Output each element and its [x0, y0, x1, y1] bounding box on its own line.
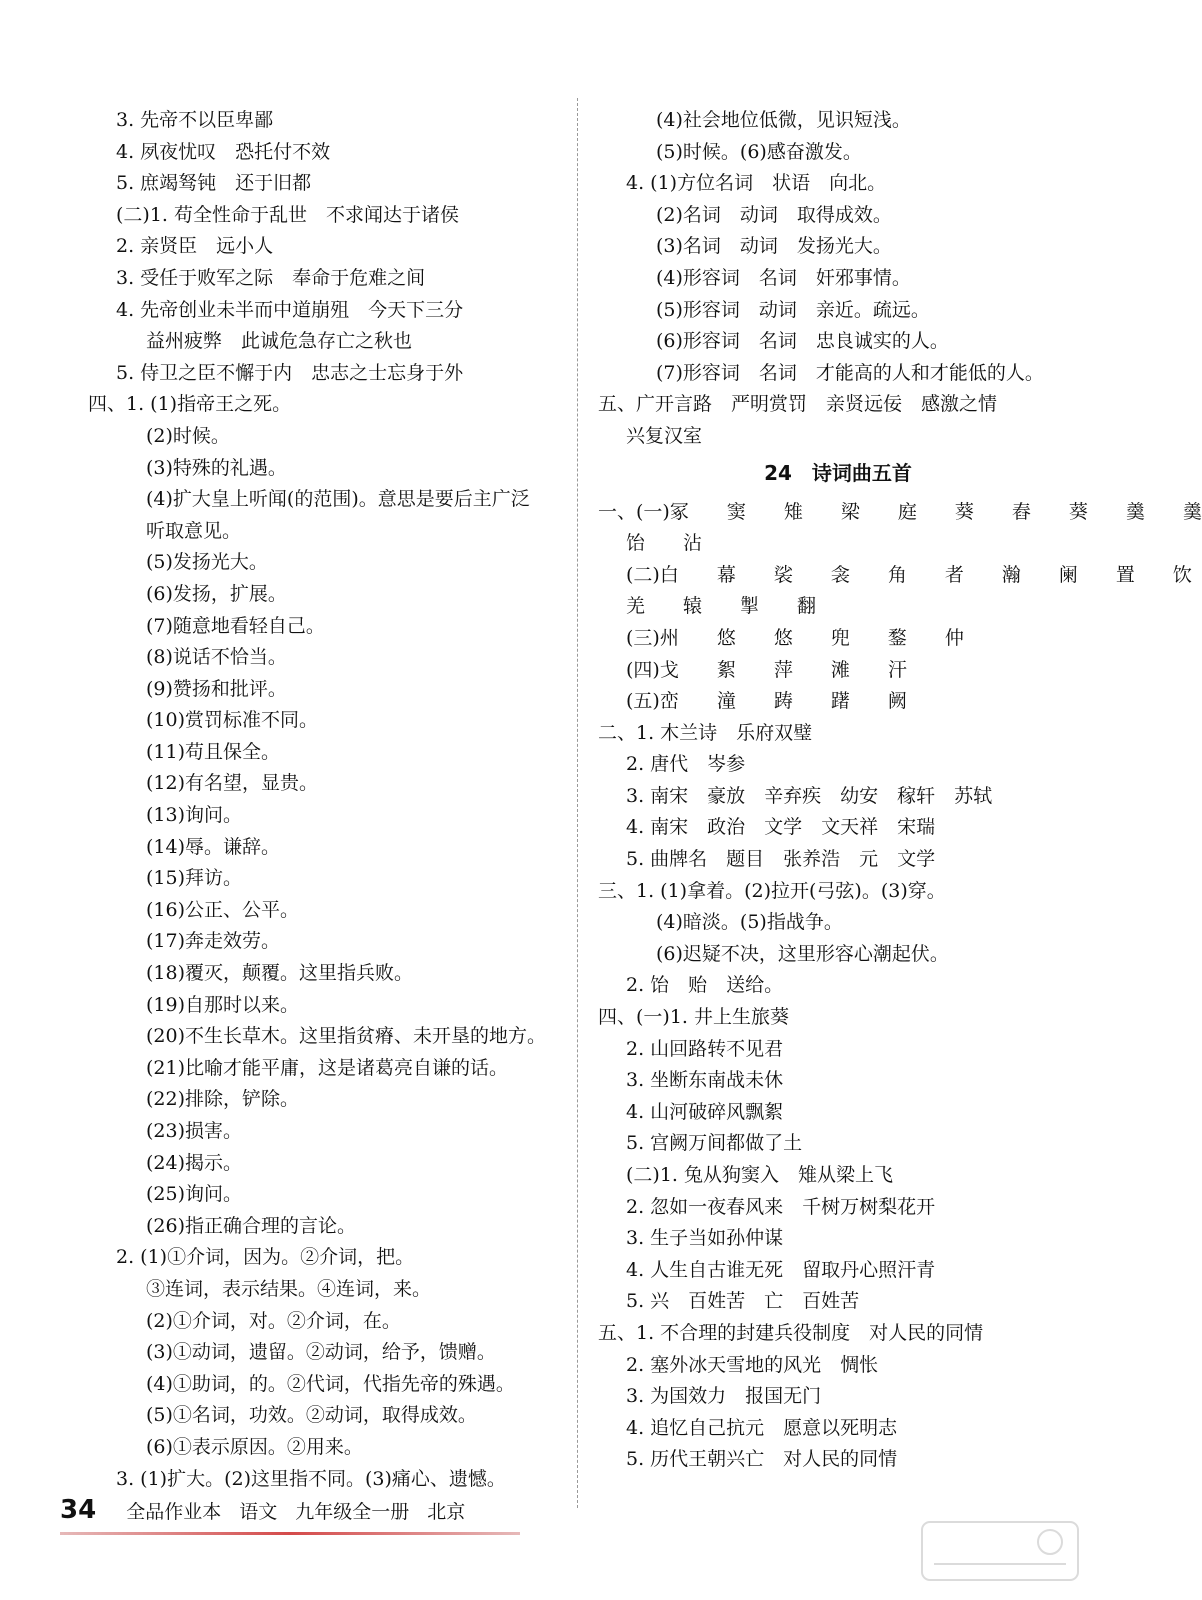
column-divider [577, 98, 578, 1508]
answer-line: (7)形容词 名词 才能高的人和才能低的人。 [656, 361, 1044, 384]
answer-line: 2. 忽如一夜春风来 千树万树梨花开 [626, 1195, 936, 1218]
answer-line: (6)迟疑不决，这里形容心潮起伏。 [656, 942, 949, 965]
answer-line: 益州疲弊 此诚危急存亡之秋也 [146, 330, 413, 353]
answer-line: 2. (1)①介词，因为。②介词，把。 [116, 1246, 415, 1269]
answer-line: (五)峦 潼 踌 躇 阙 [626, 690, 907, 713]
answer-line: 4. (1)方位名词 状语 向北。 [626, 172, 887, 195]
answer-line: (二)1. 苟全性命于乱世 不求闻达于诸侯 [116, 203, 459, 226]
answer-line: (21)比喻才能平庸，这是诸葛亮自谦的话。 [146, 1056, 509, 1079]
answer-line: 5. 庶竭驽钝 还于旧都 [116, 172, 312, 195]
right-column-bottom [598, 497, 1202, 1476]
answer-line: 4. 人生自古谁无死 留取丹心照汗青 [626, 1258, 936, 1281]
answer-line: 3. 坐断东南战未休 [626, 1069, 784, 1092]
answer-line: (4)暗淡。(5)指战争。 [656, 911, 843, 934]
answer-line: 饴 沾 [626, 532, 703, 555]
answer-line: (4)①助词，的。②代词，代指先帝的殊遇。 [146, 1372, 515, 1395]
answer-line: 四、(一)1. 井上生旅葵 [598, 1006, 789, 1029]
answer-line: (26)指正确合理的言论。 [146, 1214, 357, 1237]
answer-line: 2. 山回路转不见君 [626, 1037, 784, 1060]
grade-label: 九年级全一册 [295, 1500, 410, 1523]
answer-line: 4. 夙夜忧叹 恐托付不效 [116, 140, 331, 163]
answer-line: 3. 为国效力 报国无门 [626, 1385, 822, 1408]
answer-line: (四)戈 絮 萍 滩 汗 [626, 658, 907, 681]
subject-label: 语文 [239, 1500, 278, 1523]
answer-line: (16)公正、公平。 [146, 898, 300, 921]
answer-line: (5)①名词，功效。②动词，取得成效。 [146, 1404, 477, 1427]
answer-line: 三、1. (1)拿着。(2)拉开(弓弦)。(3)穿。 [598, 879, 946, 902]
answer-line: 二、1. 木兰诗 乐府双璧 [598, 721, 813, 744]
answer-line: 4. 山河破碎风飘絮 [626, 1100, 784, 1123]
answer-line: (25)询问。 [146, 1183, 243, 1206]
answer-line: (12)有名望，显贵。 [146, 772, 319, 795]
answer-line: (二)白 幕 裟 衾 角 者 瀚 阑 置 饮 [626, 563, 1192, 586]
answer-line: 四、1. (1)指帝王之死。 [88, 393, 292, 416]
answer-line: (2)名词 动词 取得成效。 [656, 203, 892, 226]
answer-line: (4)形容词 名词 奸邪事情。 [656, 266, 911, 289]
answer-line: (3)名词 动词 发扬光大。 [656, 235, 892, 258]
answer-line: 3. 受任于败军之际 奉命于危难之间 [116, 266, 426, 289]
answer-line: 2. 塞外冰天雪地的风光 惆怅 [626, 1353, 879, 1376]
answer-line: (三)州 悠 悠 兜 鍪 仲 [626, 626, 964, 649]
answer-line: (20)不生长草木。这里指贫瘠、未开垦的地方。 [146, 1025, 547, 1048]
answer-line: 5. 侍卫之臣不懈于内 忠志之士忘身于外 [116, 361, 464, 384]
answer-line: 羌 辕 掣 翻 [626, 595, 817, 618]
answer-line: (二)1. 兔从狗窦入 雉从梁上飞 [626, 1164, 893, 1186]
answer-line: 2. 亲贤臣 远小人 [116, 235, 274, 258]
section-heading: 24 诗词曲五首 [764, 460, 912, 485]
answer-line: 5. 宫阙万间都做了土 [626, 1132, 803, 1155]
region-label: 北京 [427, 1500, 466, 1523]
answer-line: (19)自那时以来。 [146, 993, 300, 1016]
answer-line: (7)随意地看轻自己。 [146, 614, 325, 637]
answer-line: (13)询问。 [146, 804, 243, 827]
footer-rule [60, 1532, 520, 1535]
answer-line: 2. 唐代 岑参 [626, 753, 746, 776]
answer-line: (2)①介词，对。②介词，在。 [146, 1309, 401, 1332]
answer-line: 兴复汉室 [626, 424, 703, 447]
answer-line: 3. 南宋 豪放 辛弃疾 幼安 稼轩 苏轼 [626, 784, 993, 807]
answer-line: (5)发扬光大。 [146, 551, 268, 574]
answer-line: (22)排除，铲除。 [146, 1088, 300, 1111]
answer-line: 5. 曲牌名 题目 张养浩 元 文学 [626, 848, 936, 871]
answer-line: (3)特殊的礼遇。 [146, 456, 287, 479]
answer-line: 5. 历代王朝兴亡 对人民的同情 [626, 1448, 898, 1471]
answer-line: 一、(一)冢 窦 雉 梁 庭 葵 舂 葵 羹 羹 [598, 500, 1202, 523]
book-title: 全品作业本 [126, 1500, 222, 1523]
answer-line: (5)形容词 动词 亲近。疏远。 [656, 298, 930, 321]
answer-line: ③连词，表示结果。④连词，来。 [146, 1277, 432, 1300]
answer-line: (5)时候。(6)感奋激发。 [656, 140, 862, 163]
answer-line: 4. 追忆自己抗元 愿意以死明志 [626, 1416, 898, 1439]
answer-line: (6)发扬，扩展。 [146, 582, 287, 605]
answer-line: 2. 饴 贻 送给。 [626, 974, 784, 997]
answer-line: 5. 兴 百姓苦 亡 百姓苦 [626, 1290, 860, 1313]
answer-line: (4)扩大皇上听闻(的范围)。意思是要后主广泛 [146, 488, 530, 511]
answer-line: (14)辱。谦辞。 [146, 835, 281, 858]
answer-line: 3. (1)扩大。(2)这里指不同。(3)痛心、遗憾。 [116, 1467, 506, 1490]
answer-line: (23)损害。 [146, 1120, 243, 1142]
answer-line: (24)揭示。 [146, 1151, 243, 1174]
page-footer [60, 1490, 483, 1530]
answer-line: (9)赞扬和批评。 [146, 677, 287, 700]
answer-line: (11)苟且保全。 [146, 740, 281, 763]
left-column [88, 105, 568, 1495]
answer-line: (2)时候。 [146, 424, 230, 447]
answer-line: 五、广开言路 严明赏罚 亲贤远佞 感激之情 [598, 393, 998, 416]
answer-line: 3. 生子当如孙仲谋 [626, 1227, 784, 1250]
right-column-top [598, 105, 1078, 453]
answer-line: 4. 南宋 政治 文学 文天祥 宋瑞 [626, 816, 936, 839]
answer-line: 4. 先帝创业未半而中道崩殂 今天下三分 [116, 298, 464, 321]
answer-line: 五、1. 不合理的封建兵役制度 对人民的同情 [598, 1321, 984, 1344]
answer-line: 听取意见。 [146, 519, 242, 542]
right-column [598, 105, 1202, 1476]
answer-line: (6)形容词 名词 忠良诚实的人。 [656, 330, 949, 353]
answer-line: 3. 先帝不以臣卑鄙 [116, 109, 274, 131]
answer-line: (8)说话不恰当。 [146, 646, 287, 669]
answer-line: (6)①表示原因。②用来。 [146, 1435, 363, 1458]
answer-line: (3)①动词，遗留。②动词，给予，馈赠。 [146, 1341, 496, 1364]
watermark-logo [920, 1520, 1080, 1582]
answer-line: (18)覆灭，颠覆。这里指兵败。 [146, 962, 414, 985]
answer-line: (15)拜访。 [146, 867, 243, 890]
page-number: 34 [60, 1495, 97, 1525]
answer-line: (17)奔走效劳。 [146, 930, 281, 953]
answer-line: (10)赏罚标准不同。 [146, 709, 319, 732]
answer-line: (4)社会地位低微，见识短浅。 [656, 109, 911, 131]
